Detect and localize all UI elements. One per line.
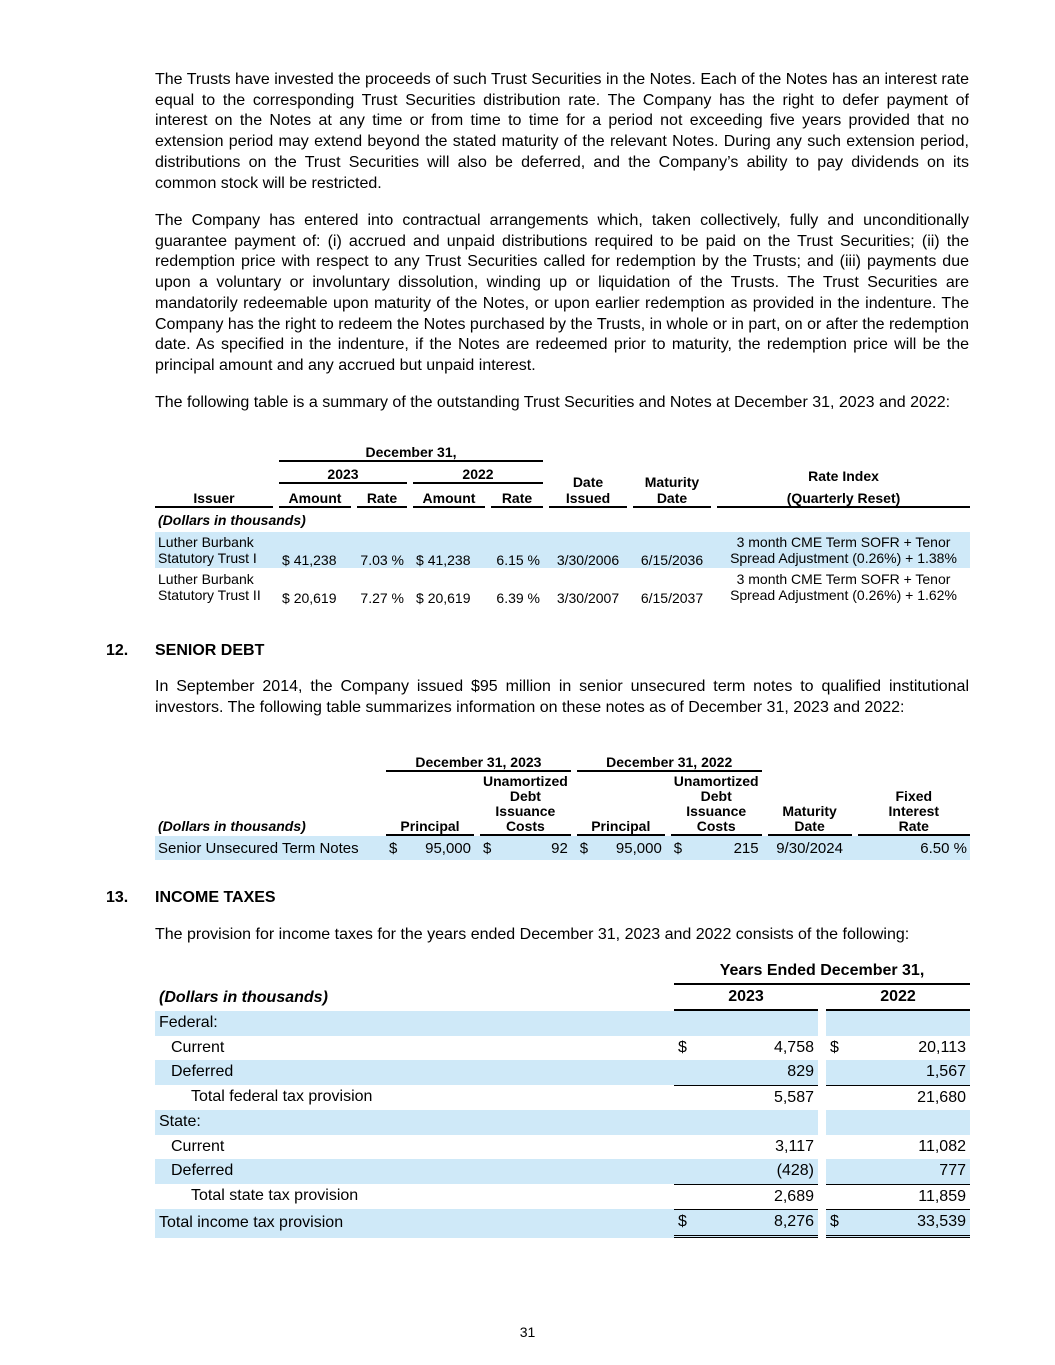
rate-2023: 7.03 % xyxy=(357,532,407,568)
amount: 5,587 xyxy=(773,1088,814,1106)
h: Debt xyxy=(509,788,541,804)
row-label: Total income tax provision xyxy=(155,1209,674,1238)
header-rate-index xyxy=(717,462,970,508)
section-13-title: INCOME TAXES xyxy=(155,889,276,906)
h: Costs xyxy=(505,818,545,834)
header-2023: 2023 xyxy=(279,462,407,484)
units-label: (Dollars in thousands) xyxy=(159,988,328,1006)
amount-2022: 20,619 xyxy=(427,590,471,606)
amount: 20,113 xyxy=(918,1038,966,1056)
spacer xyxy=(818,1036,826,1061)
row-label: Deferred xyxy=(155,1060,674,1085)
currency: $ xyxy=(830,1038,839,1056)
value-v2 xyxy=(826,1011,970,1036)
principal-2023: 95,000 xyxy=(425,839,471,857)
header-2023: 2023 xyxy=(674,985,818,1012)
h: Maturity xyxy=(782,803,837,819)
row-label: Senior Unsecured Term Notes xyxy=(155,836,380,860)
header-dec-2022: December 31, 2022 xyxy=(577,752,762,772)
header-maturity-date: Maturity Date xyxy=(633,462,711,508)
rate-index-line1: 3 month CME Term SOFR + Tenor xyxy=(736,571,951,587)
table-row xyxy=(155,532,970,568)
rate-index-label: Rate Index xyxy=(808,468,879,484)
header-principal-2023: Principal xyxy=(386,772,474,836)
header-fixed-rate xyxy=(858,772,970,836)
amount-2023: 41,238 xyxy=(293,552,337,568)
section-12-number: 12. xyxy=(106,642,129,659)
value-v1 xyxy=(674,1060,818,1085)
header-rate-2022: Rate xyxy=(491,484,543,508)
issuer-line1: Luther Burbank xyxy=(158,534,254,550)
value-v2 xyxy=(826,1060,970,1085)
table-row xyxy=(155,836,970,860)
currency: $ xyxy=(483,839,492,857)
currency: $ xyxy=(673,839,683,857)
table-row xyxy=(155,1184,970,1210)
units-label: (Dollars in thousands) xyxy=(158,818,306,834)
income-tax-table xyxy=(155,958,970,1238)
value-v2 xyxy=(826,1036,970,1061)
rate-index-line2: Spread Adjustment (0.26%) + 1.38% xyxy=(730,550,957,566)
currency: $ xyxy=(416,552,424,568)
rate-index-line1: 3 month CME Term SOFR + Tenor xyxy=(736,534,951,550)
section-12-text: In September 2014, the Company issued $95 million in senior unsecured term notes to qualified institutional investors. The following table summarizes information on these notes as of December 31, 2023 and 2022: xyxy=(155,678,969,716)
paragraph-trusts-invested: The Trusts have invested the proceeds of such Trust Securities in the Notes. Each of the Notes has an interest rate equal to the corresponding Trust Securities distribution rate. The Company has the right to defer payment of interest on the Notes at any time or from time to time for a period not exceeding five years provided that no extension period may extend beyond the stated maturity of the relevant Notes. During any such extension period, distributions on the Trust Securities will also be deferred, and the Company’s ability to pay dividends on its common stock will be restricted. xyxy=(155,71,969,192)
row-label: Federal: xyxy=(155,1011,674,1036)
header-years-ended: Years Ended December 31, xyxy=(674,958,970,985)
issuer-line2: Statutory Trust II xyxy=(158,587,261,603)
value-v2 xyxy=(826,1184,970,1210)
quarterly-reset-label: (Quarterly Reset) xyxy=(786,490,901,506)
value-v1 xyxy=(674,1184,818,1210)
costs-2023: 92 xyxy=(551,839,568,857)
amount-2022: 41,238 xyxy=(427,552,471,568)
h: Unamortized xyxy=(483,773,568,789)
amount: 1,567 xyxy=(925,1063,966,1081)
header-december-31: December 31, xyxy=(279,440,543,462)
table-row xyxy=(155,1135,970,1160)
spacer xyxy=(818,1085,826,1111)
date-issued: 3/30/2007 xyxy=(556,590,620,606)
maturity-date: 6/15/2037 xyxy=(640,590,704,606)
currency: $ xyxy=(678,1038,687,1056)
spacer xyxy=(818,1060,826,1085)
row-label: Current xyxy=(171,1038,225,1056)
h: Issuance xyxy=(686,803,747,819)
table-row xyxy=(155,568,970,606)
row-label: Total federal tax provision xyxy=(191,1088,373,1106)
value-v1 xyxy=(674,1011,818,1036)
h: Issuance xyxy=(495,803,556,819)
spacer xyxy=(818,1209,826,1238)
value-v1 xyxy=(674,1159,818,1184)
table-row xyxy=(155,1159,970,1184)
header-amount-2023: Amount xyxy=(279,484,351,508)
spacer xyxy=(818,1159,826,1184)
h: Costs xyxy=(696,818,736,834)
amount: 3,117 xyxy=(775,1137,814,1155)
amount: 11,082 xyxy=(918,1137,966,1155)
value-v1 xyxy=(674,1085,818,1111)
amount: 777 xyxy=(939,1162,966,1180)
h: Date xyxy=(794,818,825,834)
currency: $ xyxy=(830,1213,839,1231)
header-principal-2022: Principal xyxy=(577,772,665,836)
table-row xyxy=(155,1209,970,1238)
value-v2 xyxy=(826,1159,970,1184)
table-row xyxy=(155,1085,970,1111)
value-v1 xyxy=(674,1209,818,1238)
header-rate-2023: Rate xyxy=(357,484,407,508)
currency: $ xyxy=(416,590,424,606)
date-issued: 3/30/2006 xyxy=(549,532,627,568)
table-row xyxy=(155,1060,970,1085)
spacer xyxy=(818,1135,826,1160)
value-v1 xyxy=(674,1036,818,1061)
principal-2022: 95,000 xyxy=(615,839,662,857)
amount: 829 xyxy=(787,1063,814,1081)
amount: 11,859 xyxy=(918,1187,966,1205)
issuer-line1: Luther Burbank xyxy=(158,571,254,587)
maturity-date: 6/15/2036 xyxy=(633,532,711,568)
paragraph-guarantee: The Company has entered into contractual arrangements which, taken collectively, fully and unconditionally guarantee payment of: (i) accrued and unpaid distributions required to be paid on the Trust Securities; (ii) the redemption price with respect to any Trust Securities called for redemption by the Trusts; and (iii) payments due upon a voluntary or involuntary dissolution, winding up or liquidation of the Trusts. The Trust Securities are mandatorily redeemable upon maturity of the Notes, or upon earlier redemption as provided in the indenture. The Company has the right to redeem the Notes purchased by the Trusts, in whole or in part, on or after the redemption date. As specified in the indenture, if the Notes are redeemed prior to maturity, the redemption price will be the principal amount and any accrued but unpaid interest. xyxy=(155,212,969,374)
currency: $ xyxy=(579,839,589,857)
header-amount-2022: Amount xyxy=(413,484,485,508)
row-label: Current xyxy=(171,1137,225,1155)
rate-2022: 6.39 % xyxy=(496,590,540,606)
table-row xyxy=(155,1011,970,1036)
h: Unamortized xyxy=(673,773,759,789)
row-label: Deferred xyxy=(155,1159,674,1184)
rate-index-line2: Spread Adjustment (0.26%) + 1.62% xyxy=(730,587,957,603)
units-label: (Dollars in thousands) xyxy=(158,512,306,528)
section-13-number: 13. xyxy=(106,889,129,906)
value-v2 xyxy=(826,1110,970,1135)
row-label: Total state tax provision xyxy=(191,1187,359,1205)
currency: $ xyxy=(678,1213,687,1231)
value-v1 xyxy=(674,1110,818,1135)
header-2022: 2022 xyxy=(413,462,543,484)
spacer xyxy=(818,1184,826,1210)
row-label: State: xyxy=(155,1110,674,1135)
amount: 2,689 xyxy=(773,1187,814,1205)
header-dec-2023: December 31, 2023 xyxy=(386,752,571,772)
issuer-line2: Statutory Trust I xyxy=(158,550,257,566)
amount: 33,539 xyxy=(917,1213,966,1231)
header-issuer: Issuer xyxy=(155,484,273,508)
section-12-title: SENIOR DEBT xyxy=(155,642,265,659)
table-row xyxy=(155,1036,970,1061)
currency: $ xyxy=(282,590,290,606)
amount: 8,276 xyxy=(773,1213,814,1231)
header-unamortized-2023 xyxy=(480,772,571,836)
rate-2022: 6.15 % xyxy=(491,532,543,568)
trust-securities-table xyxy=(155,440,970,606)
currency: $ xyxy=(282,552,290,568)
amount: (428) xyxy=(776,1162,814,1180)
amount: 21,680 xyxy=(917,1088,966,1106)
spacer xyxy=(818,1110,826,1135)
senior-debt-table xyxy=(155,752,970,860)
value-v2 xyxy=(826,1209,970,1238)
spacer xyxy=(818,1011,826,1036)
currency: $ xyxy=(389,839,398,857)
costs-2022: 215 xyxy=(733,839,759,857)
header-2022: 2022 xyxy=(826,985,970,1012)
rate-2023: 7.27 % xyxy=(360,590,404,606)
value-v2 xyxy=(826,1135,970,1160)
value-v2 xyxy=(826,1085,970,1111)
value-v1 xyxy=(674,1135,818,1160)
h: Interest xyxy=(888,803,940,819)
amount-2023: 20,619 xyxy=(293,590,337,606)
page-number: 31 xyxy=(519,1324,536,1340)
header-date-issued: Date Issued xyxy=(549,462,627,508)
h: Debt xyxy=(700,788,732,804)
h: Rate xyxy=(898,818,929,834)
maturity-date: 9/30/2024 xyxy=(768,836,852,860)
header-maturity xyxy=(768,772,852,836)
table-row xyxy=(155,1110,970,1135)
fixed-rate: 6.50 % xyxy=(858,836,970,860)
amount: 4,758 xyxy=(773,1038,814,1056)
paragraph-table-intro: The following table is a summary of the outstanding Trust Securities and Notes at December 31, 2023 and 2022: xyxy=(155,394,951,411)
header-unamortized-2022 xyxy=(671,772,762,836)
h: Fixed xyxy=(895,788,933,804)
section-13-text: The provision for income taxes for the years ended December 31, 2023 and 2022 consists of the following: xyxy=(155,926,910,943)
